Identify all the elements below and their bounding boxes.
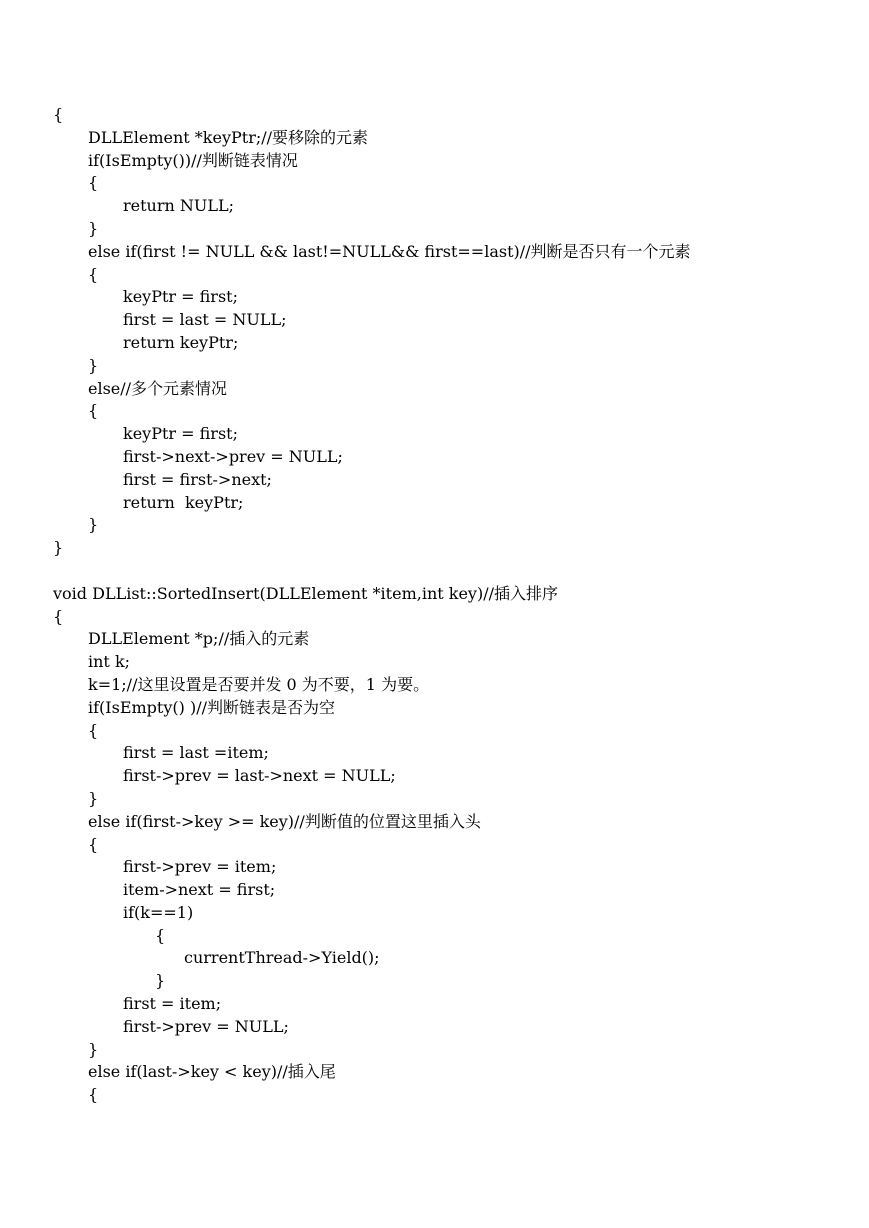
code-line: {: [88, 173, 99, 193]
code-line: }: [155, 971, 166, 991]
code-line: {: [53, 105, 64, 124]
code-line: first->prev = NULL;: [123, 1016, 289, 1036]
code-line: first->prev = item;: [123, 857, 277, 877]
code-line: DLLElement *p;//插入的元素: [88, 629, 310, 649]
code-block: [53, 104, 853, 1107]
code-line: {: [88, 720, 99, 740]
code-line: void DLList::SortedInsert(DLLElement *item,int key)//插入排序: [53, 583, 558, 603]
code-line: first = item;: [123, 994, 222, 1014]
code-line: {: [88, 834, 99, 854]
code-line: }: [53, 538, 64, 558]
code-line: }: [88, 355, 99, 375]
code-line: }: [88, 515, 99, 535]
code-line: {: [88, 264, 99, 284]
code-line: }: [88, 218, 99, 238]
code-line: keyPtr = first;: [123, 424, 238, 444]
code-line: {: [88, 401, 99, 421]
code-line: {: [53, 606, 64, 626]
code-line: item->next = first;: [123, 880, 276, 900]
code-line: int k;: [88, 652, 131, 672]
code-line: first->prev = last->next = NULL;: [123, 766, 396, 786]
code-line: if(IsEmpty())//判断链表情况: [88, 150, 298, 170]
code-line: return NULL;: [123, 196, 235, 216]
code-line: else if(last->key < key)//插入尾: [88, 1062, 336, 1082]
code-line: if(IsEmpty() )//判断链表是否为空: [88, 697, 335, 717]
code-line: [53, 560, 853, 583]
code-line: else if(first->key >= key)//判断值的位置这里插入头: [88, 811, 481, 831]
code-line: k=1;//这里设置是否要并发 0 为不要，1 为要。: [88, 674, 430, 694]
code-line: currentThread->Yield();: [184, 948, 380, 968]
code-line: return keyPtr;: [123, 492, 244, 512]
code-line: first = last = NULL;: [123, 310, 287, 330]
code-line: }: [88, 788, 99, 808]
code-line: keyPtr = first;: [123, 287, 238, 307]
code-line: first = last =item;: [123, 743, 269, 763]
code-line: else if(first != NULL && last!=NULL&& first==last)//判断是否只有一个元素: [88, 241, 691, 261]
code-line: DLLElement *keyPtr;//要移除的元素: [88, 127, 369, 147]
code-line: first->next->prev = NULL;: [123, 446, 343, 466]
code-line: {: [155, 925, 166, 945]
code-line: return keyPtr;: [123, 332, 239, 352]
code-line: first = first->next;: [123, 469, 272, 489]
code-line: if(k==1): [123, 902, 194, 922]
code-line: else//多个元素情况: [88, 378, 228, 398]
code-line: }: [88, 1039, 99, 1059]
code-line: {: [88, 1085, 99, 1105]
